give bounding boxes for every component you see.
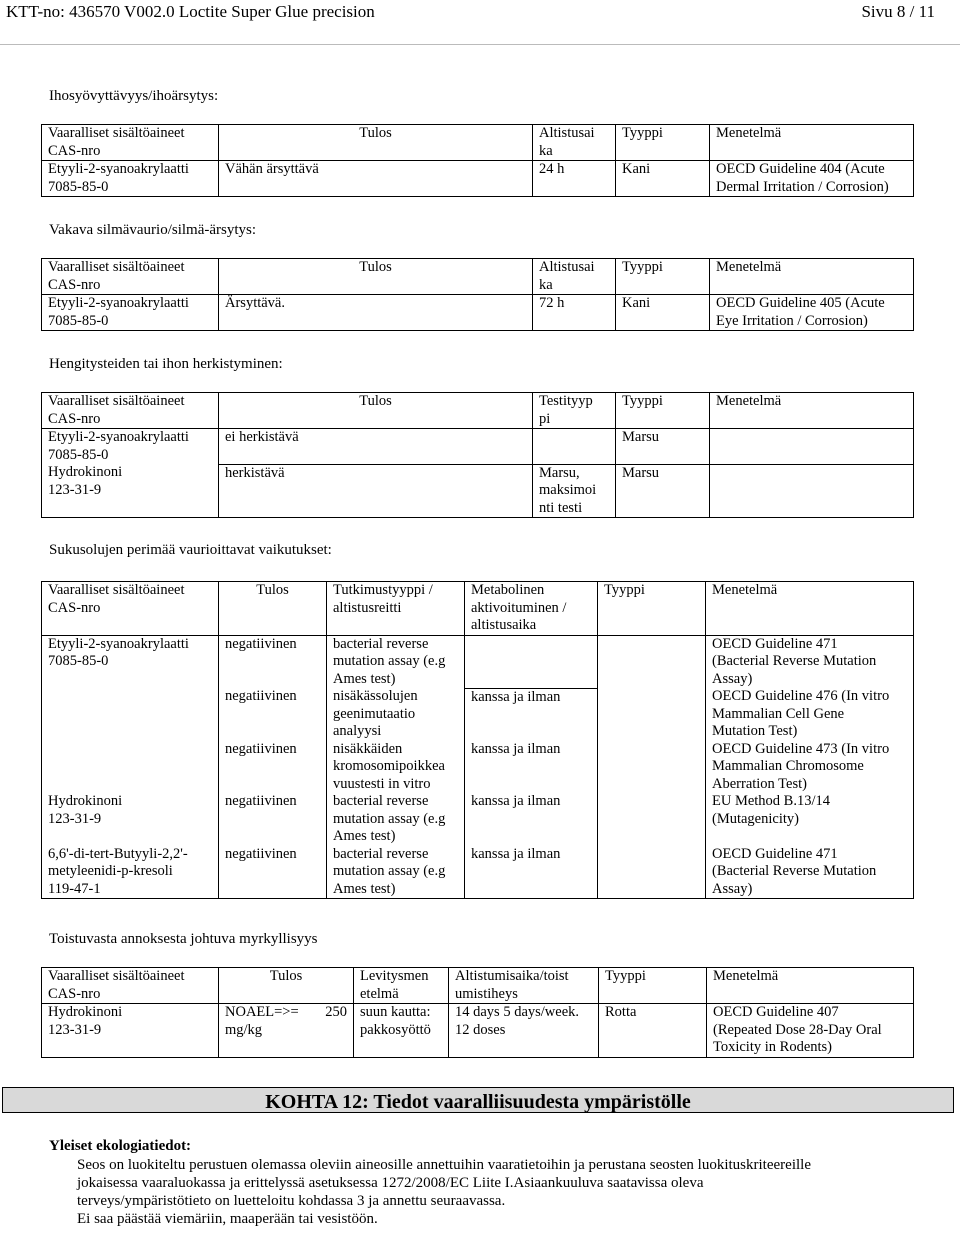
table-row [42, 429, 914, 465]
header-cell: Menetelmä [710, 393, 914, 429]
header-cell: Tulos [219, 582, 327, 636]
study-cell: bacterial reverse mutation assay (e.g Ames test) [327, 793, 465, 846]
study-cell: bacterial reverse mutation assay (e.g Ames test) [327, 846, 465, 899]
header-cell: Tutkimustyyppi / altistusreitti [327, 582, 465, 636]
header-cell: Tulos [219, 968, 354, 1004]
header-cell: Altistusai ka [533, 259, 616, 295]
time-cell: 72 h [533, 295, 616, 331]
method-cell: OECD Guideline 404 (Acute Dermal Irritation / Corrosion) [710, 161, 914, 197]
header-cell: Metabolinen aktivoituminen / altistusaika [465, 582, 598, 636]
test-type-cell [533, 429, 616, 465]
genotoxicity-table [41, 581, 914, 899]
type-cell: Marsu [616, 464, 710, 518]
header-divider [0, 44, 960, 45]
method-cell: OECD Guideline 407 (Repeated Dose 28-Day Oral Toxicity in Rodents) [707, 1004, 914, 1058]
method-cell: OECD Guideline 473 (In vitro Mammalian Chromosome Aberration Test) [706, 741, 914, 794]
eye-table [41, 258, 914, 331]
repeated-dose-table [41, 967, 914, 1058]
skin-table [41, 124, 914, 197]
header-cell: Menetelmä [710, 125, 914, 161]
header-cell: Testityyp pi [533, 393, 616, 429]
substance-cell: Hydrokinoni 123-31-9 [42, 464, 219, 518]
substance-cell: 6,6'-di-tert-Butyyli-2,2'- metyleenidi-p-kresoli 119-47-1 [42, 846, 219, 899]
table-row [42, 1004, 914, 1058]
header-cell: Tulos [219, 259, 533, 295]
section-title-skin: Ihosyövyttävyys/ihoärsytys: [49, 88, 219, 104]
type-cell: Rotta [599, 1004, 707, 1058]
time-cell: 24 h [533, 161, 616, 197]
study-cell: nisäkässolujen geenimutaatio analyysi [327, 688, 465, 741]
header-cell: Tyyppi [598, 582, 706, 636]
ecology-paragraph [77, 1156, 937, 1228]
table-row [42, 295, 914, 331]
method-cell: OECD Guideline 405 (Acute Eye Irritation / Corrosion) [710, 295, 914, 331]
section-title-genotoxicity: Sukusolujen perimää vaurioittavat vaikutukset: [49, 542, 332, 558]
section-12-banner [2, 1087, 954, 1113]
header-cell: Tulos [219, 393, 533, 429]
header-cell: Tyyppi [599, 968, 707, 1004]
type-cell [598, 741, 706, 794]
method-cell: OECD Guideline 471 (Bacterial Reverse Mutation Assay) [706, 846, 914, 899]
document-id: KTT-no: 436570 V002.0 Loctite Super Glue precision [6, 2, 375, 21]
type-cell: Kani [616, 295, 710, 331]
header-cell: Vaaralliset sisältöaineet CAS-nro [42, 582, 219, 636]
table-row [42, 161, 914, 197]
header-cell: Tyyppi [616, 125, 710, 161]
header-cell: Altistusai ka [533, 125, 616, 161]
header-cell: Vaaralliset sisältöaineet CAS-nro [42, 125, 219, 161]
ecology-line: terveys/ympäristötieto on luetteloitu kohdassa 3 ja annettu seuraavassa. [77, 1193, 506, 1209]
ecology-line: Seos on luokiteltu perustuen olemassa oleviin aineosille annettuihin vaaratietoihin ja perustana seosten luokituskriteereille [77, 1157, 811, 1173]
substance-cell: Hydrokinoni 123-31-9 [42, 1004, 219, 1058]
result-cell: ei herkistävä [219, 429, 533, 465]
type-cell: Kani [616, 161, 710, 197]
result-cell: negatiivinen [219, 688, 327, 741]
substance-cell: Etyyli-2-syanoakrylaatti 7085-85-0 [42, 429, 219, 465]
result-cell: Ärsyttävä. [219, 295, 533, 331]
metabolic-cell: kanssa ja ilman [465, 688, 598, 741]
header-cell: Levitysmen etelmä [354, 968, 449, 1004]
section-12-title: KOHTA 12: Tiedot vaaralliisuudesta ympäristölle [265, 1091, 691, 1113]
method-cell [710, 429, 914, 465]
header-cell: Menetelmä [710, 259, 914, 295]
ecology-line: Ei saa päästää viemäriin, maaperään tai vesistöön. [77, 1211, 378, 1227]
substance-cell: Etyyli-2-syanoakrylaatti 7085-85-0 [42, 161, 219, 197]
study-cell: nisäkkäiden kromosomipoikkea vuustesti in vitro [327, 741, 465, 794]
table-header-row [42, 259, 914, 295]
table-row [42, 793, 914, 846]
page-number: Sivu 8 / 11 [861, 2, 935, 21]
result-cell: NOAEL=>= 250 mg/kg [219, 1004, 354, 1058]
result-cell: negatiivinen [219, 793, 327, 846]
substance-cell: Etyyli-2-syanoakrylaatti 7085-85-0 [42, 635, 219, 793]
ecology-heading: Yleiset ekologiatiedot: [49, 1138, 192, 1154]
type-cell [598, 635, 706, 688]
method-cell: EU Method B.13/14 (Mutagenicity) [706, 793, 914, 846]
type-cell [598, 688, 706, 741]
route-cell: suun kautta: pakkosyöttö [354, 1004, 449, 1058]
header-cell: Tulos [219, 125, 533, 161]
method-cell: OECD Guideline 471 (Bacterial Reverse Mutation Assay) [706, 635, 914, 688]
substance-cell: Hydrokinoni 123-31-9 [42, 793, 219, 846]
test-type-cell: Marsu, maksimoi nti testi [533, 464, 616, 518]
result-cell: herkistävä [219, 464, 533, 518]
exposure-time-cell: 14 days 5 days/week. 12 doses [449, 1004, 599, 1058]
result-cell: Vähän ärsyttävä [219, 161, 533, 197]
table-header-row [42, 393, 914, 429]
section-title-repeated-dose: Toistuvasta annoksesta johtuva myrkyllisyys [49, 931, 318, 947]
study-cell: bacterial reverse mutation assay (e.g Ames test) [327, 635, 465, 688]
sensitisation-table [41, 392, 914, 518]
result-cell: negatiivinen [219, 741, 327, 794]
metabolic-cell: kanssa ja ilman [465, 846, 598, 899]
type-cell [598, 846, 706, 899]
header-cell: Vaaralliset sisältöaineet CAS-nro [42, 968, 219, 1004]
type-cell [598, 793, 706, 846]
section-title-sensitisation: Hengitysteiden tai ihon herkistyminen: [49, 356, 283, 372]
header-cell: Menetelmä [706, 582, 914, 636]
table-row [42, 464, 914, 518]
method-cell [710, 464, 914, 518]
result-cell: negatiivinen [219, 635, 327, 688]
table-row [42, 635, 914, 688]
header-cell: Vaaralliset sisältöaineet CAS-nro [42, 259, 219, 295]
method-cell: OECD Guideline 476 (In vitro Mammalian Cell Gene Mutation Test) [706, 688, 914, 741]
substance-cell: Etyyli-2-syanoakrylaatti 7085-85-0 [42, 295, 219, 331]
ecology-line: jokaisessa vaaraluokassa ja erittelyssä asetuksessa 1272/2008/EC Liite I.Asiaankuuluva saatavissa oleva [77, 1175, 704, 1191]
result-cell: negatiivinen [219, 846, 327, 899]
metabolic-cell: kanssa ja ilman [465, 793, 598, 846]
table-row [42, 846, 914, 899]
header-cell: Menetelmä [707, 968, 914, 1004]
header-cell: Vaaralliset sisältöaineet CAS-nro [42, 393, 219, 429]
table-header-row [42, 582, 914, 636]
section-title-eye: Vakava silmävaurio/silmä-ärsytys: [49, 222, 257, 238]
header-cell: Altistumisaika/toist umistiheys [449, 968, 599, 1004]
page-header [0, 0, 960, 26]
table-header-row [42, 125, 914, 161]
header-cell: Tyyppi [616, 259, 710, 295]
type-cell: Marsu [616, 429, 710, 465]
header-cell: Tyyppi [616, 393, 710, 429]
metabolic-cell: kanssa ja ilman [465, 741, 598, 794]
metabolic-cell [465, 635, 598, 688]
table-header-row [42, 968, 914, 1004]
